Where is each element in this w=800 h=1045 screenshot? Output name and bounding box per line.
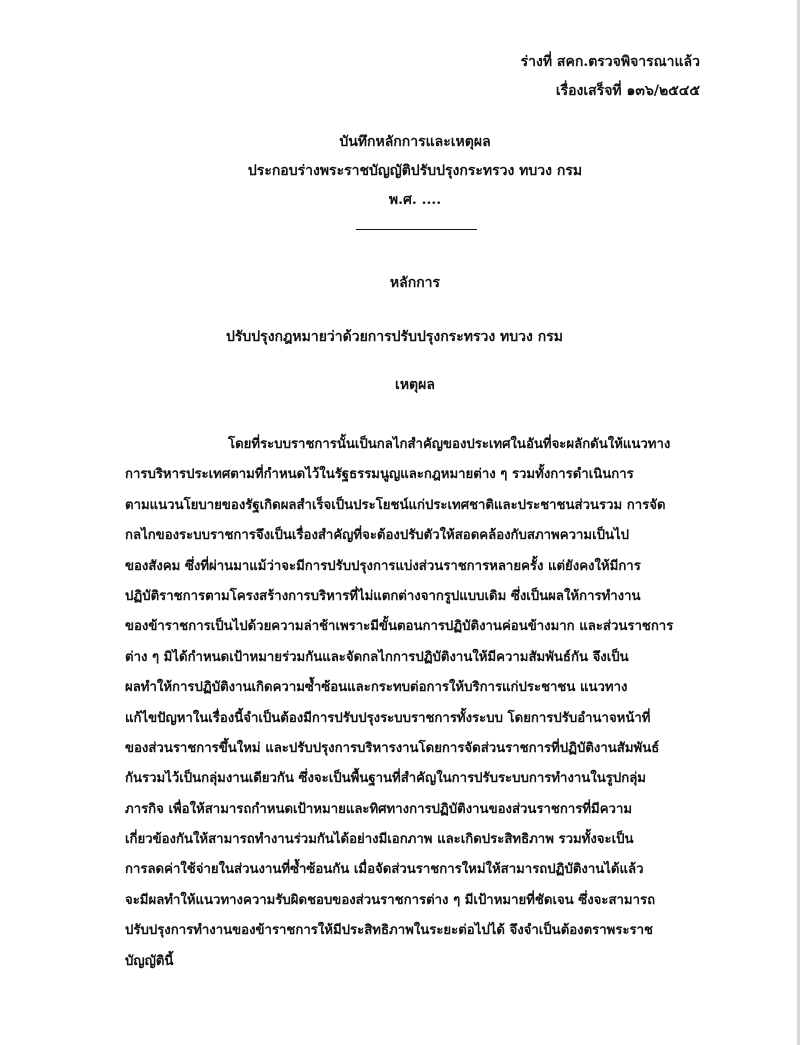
memo-header [0,128,800,215]
paragraph-line: การลดค่าใช้จ่ายในส่วนงานที่ซ้ำซ้อนกัน เมื่อจัดส่วนราชการใหม่ให้สามารถปฏิบัติงานได้แล้ว [125,862,644,878]
paragraph-line: ผลทำให้การปฏิบัติงานเกิดความซ้ำซ้อนและกระทบต่อการให้บริการแก่ประชาชน แนวทาง [125,680,628,696]
reason-paragraph [125,430,705,977]
paragraph-line: ตามแนวนโยบายของรัฐเกิดผลสำเร็จเป็นประโยชน์แก่ประเทศชาติและประชาชนส่วนรวม การจัด [125,497,666,513]
paragraph-line: การบริหารประเทศตามที่กำหนดไว้ในรัฐธรรมนูญและกฎหมายต่าง ๆ รวมทั้งการดำเนินการ [125,467,634,483]
draft-review-note [521,48,700,106]
paragraph-line: ต่าง ๆ มิได้กำหนดเป้าหมายร่วมกันและจัดกลไกการปฏิบัติงานให้มีความสัมพันธ์กัน จึงเป็น [125,649,629,665]
paragraph-line: เกี่ยวข้องกันให้สามารถทำงานร่วมกันได้อย่างมีเอกภาพ และเกิดประสิทธิภาพ รวมทั้งจะเป็น [125,832,634,848]
paragraph-line: บัญญัตินี้ [125,953,174,969]
reason-heading: เหตุผล [395,377,435,393]
draft-status-line: ร่างที่ สคก.ตรวจพิจารณาแล้ว [520,54,700,70]
memo-title: บันทึกหลักการและเหตุผล [339,134,491,150]
paragraph-line: ของส่วนราชการขึ้นใหม่ และปรับปรุงการบริหารงานโดยการจัดส่วนราชการที่ปฏิบัติงานสัมพันธ์ [125,740,660,756]
paragraph-line: จะมีผลทำให้แนวทางความรับผิดชอบของส่วนราชการต่าง ๆ มีเป้าหมายที่ชัดเจน ซึ่งจะสามารถ [125,892,656,908]
paragraph-line: แก้ไขปัญหาในเรื่องนี้จำเป็นต้องมีการปรับปรุงระบบราชการทั้งระบบ โดยการปรับอำนาจหน้าที่ [125,710,651,726]
draft-number-line: เรื่องเสร็จที่ ๑๓๖/๒๕๔๕ [555,83,700,99]
header-divider [356,229,477,230]
principle-heading: หลักการ [389,275,441,291]
principle-text: ปรับปรุงกฎหมายว่าด้วยการปรับปรุงกระทรวง ทบวง กรม [226,329,563,345]
paragraph-line: ภารกิจ เพื่อให้สามารถกำหนดเป้าหมายและทิศทางการปฏิบัติงานของส่วนราชการที่มีความ [125,801,633,817]
memo-subtitle: ประกอบร่างพระราชบัญญัติปรับปรุงกระทรวง ทบวง กรม [247,163,583,179]
paragraph-line: ของข้าราชการเป็นไปด้วยความล่าช้าเพราะมีขั้นตอนการปฏิบัติงานค่อนข้างมาก และส่วนราชการ [125,619,674,635]
paragraph-line: ของสังคม ซึ่งที่ผ่านมาแม้ว่าจะมีการปรับปรุงการแบ่งส่วนราชการหลายครั้ง แต่ยังคงให้มีการ [125,558,641,574]
memo-year: พ.ศ. .... [388,192,442,208]
paragraph-line: ปรับปรุงการทำงานของข้าราชการให้มีประสิทธิภาพในระยะต่อไปได้ จึงจำเป็นต้องตราพระราช [125,923,653,939]
paragraph-line: กันรวมไว้เป็นกลุ่มงานเดียวกัน ซึ่งจะเป็นพื้นฐานที่สำคัญในการปรับระบบการทำงานในรูปกลุ่ม [125,771,646,787]
paragraph-line: โดยที่ระบบราชการนั้นเป็นกลไกสำคัญของประเทศในอันที่จะผลักดันให้แนวทาง [228,437,671,452]
paragraph-line: กลไกของระบบราชการจึงเป็นเรื่องสำคัญที่จะต้องปรับตัวให้สอดคล้องกับสภาพความเป็นไป [125,528,629,544]
paragraph-line: ปฏิบัติราชการตามโครงสร้างการบริหารที่ไม่แตกต่างจากรูปแบบเดิม ซึ่งเป็นผลให้การทำงาน [125,588,641,604]
